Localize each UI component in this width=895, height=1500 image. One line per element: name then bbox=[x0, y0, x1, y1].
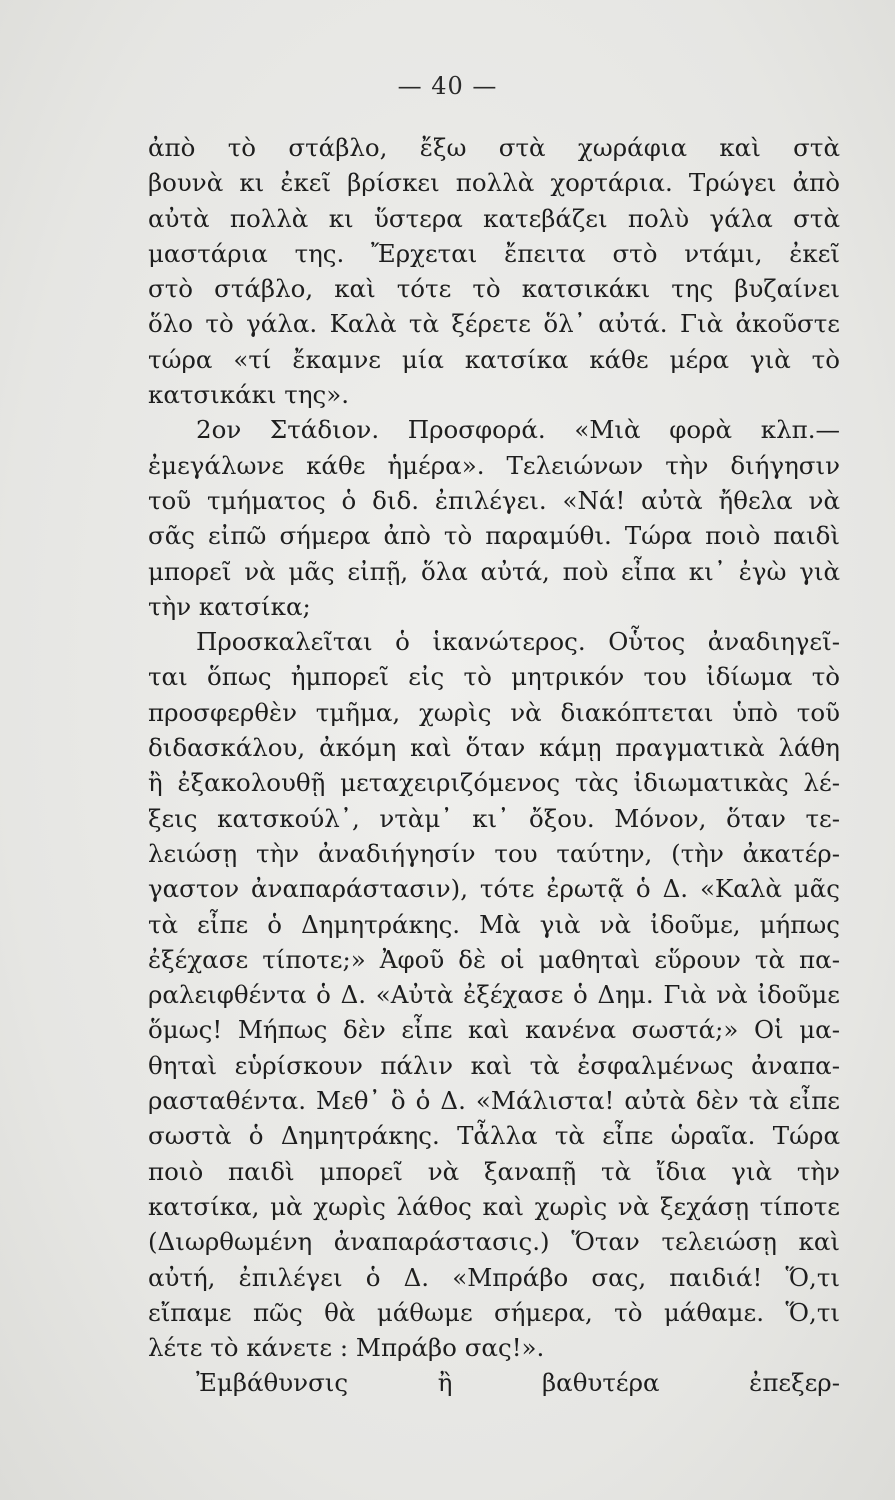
text-line: μπορεῖ νὰ μᾶς εἰπῇ, ὅλα αὐτά, ποὺ εἶπα κι᾿ ἐγὼ γιὰ bbox=[148, 556, 840, 586]
text-line: σωστὰ ὁ Δημητράκης. Τἆλλα τὰ εἶπε ὡραῖα. Τώρα bbox=[148, 1121, 840, 1151]
text-line: ραλειφθέντα ὁ Δ. «Αὐτὰ ἐξέχασε ὁ Δημ. Γιὰ νὰ ἰδοῦμε bbox=[148, 980, 840, 1010]
text-line: ρασταθέντα. Μεθ᾿ ὃ ὁ Δ. «Μάλιστα! αὐτὰ δὲν τὰ εἶπε bbox=[148, 1086, 840, 1116]
text-line: 2ον Στάδιον. Προσφορά. «Μιὰ φορὰ κλπ.— bbox=[196, 415, 840, 445]
text-line: μαστάρια της. Ἔρχεται ἔπειτα στὸ ντάμι, ἐκεῖ bbox=[148, 238, 840, 268]
text-line: ποιὸ παιδὶ μπορεῖ νὰ ξαναπῇ τὰ ἴδια γιὰ τὴν bbox=[148, 1156, 840, 1186]
page-number: — 40 — bbox=[397, 72, 498, 100]
text-line: θηταὶ εὑρίσκουν πάλιν καὶ τὰ ἐσφαλμένως ἀναπα- bbox=[148, 1050, 840, 1080]
text-line: λέτε τὸ κάνετε : Μπράβο σας!». bbox=[148, 1333, 545, 1363]
text-line: αὐτὰ πολλὰ κι ὕστερα κατεβάζει πολὺ γάλα στὰ bbox=[148, 203, 840, 233]
body-text bbox=[148, 130, 840, 1401]
text-line: τοῦ τμήματος ὁ διδ. ἐπιλέγει. «Νά! αὐτὰ ἤθελα νὰ bbox=[148, 485, 840, 515]
text-line: Ἐμβάθυνσις ἢ βαθυτέρα ἐπεξερ- bbox=[196, 1368, 840, 1398]
text-line: ἀπὸ τὸ στάβλο, ἔξω στὰ χωράφια καὶ στὰ bbox=[148, 133, 840, 162]
text-line: τὴν κατσίκα; bbox=[148, 591, 311, 621]
text-line: ται ὅπως ἠμπορεῖ εἰς τὸ μητρικόν του ἰδίωμα τὸ bbox=[148, 662, 840, 692]
text-line: Προσκαλεῖται ὁ ἱκανώτερος. Οὗτος ἀναδιηγεῖ- bbox=[196, 627, 840, 657]
text-line: τώρα «τί ἔκαμνε μία κατσίκα κάθε μέρα γιὰ τὸ bbox=[148, 344, 840, 374]
text-line: διδασκάλου, ἀκόμη καὶ ὅταν κάμῃ πραγματικὰ λάθη bbox=[148, 733, 840, 763]
text-line: αὐτή, ἐπιλέγει ὁ Δ. «Μπράβο σας, παιδιά! Ὅ,τι bbox=[148, 1262, 840, 1292]
text-line: ὅμως! Μήπως δὲν εἶπε καὶ κανένα σωστά;» Οἱ μα- bbox=[148, 1015, 840, 1045]
text-line: στὸ στάβλο, καὶ τότε τὸ κατσικάκι της βυζαίνει bbox=[148, 274, 840, 304]
text-line: ἐμεγάλωνε κάθε ἡμέρα». Τελειώνων τὴν διήγησιν bbox=[148, 450, 840, 480]
text-line: εἴπαμε πῶς θὰ μάθωμε σήμερα, τὸ μάθαμε. Ὅ,τι bbox=[148, 1297, 840, 1327]
text-line: ἐξέχασε τίποτε;» Ἀφοῦ δὲ οἱ μαθηταὶ εὕρουν τὰ πα- bbox=[148, 944, 840, 974]
text-line: λειώσῃ τὴν ἀναδιήγησίν του ταύτην, (τὴν ἀκατέρ- bbox=[148, 838, 840, 868]
text-line: (Διωρθωμένη ἀναπαράστασις.) Ὅταν τελειώσῃ καὶ bbox=[148, 1227, 840, 1257]
text-line: ξεις κατσκούλ᾿, ντὰμ᾿ κι᾿ ὄξου. Μόνον, ὅταν τε- bbox=[148, 803, 840, 833]
text-line: κατσικάκι της». bbox=[148, 380, 350, 410]
text-line: προσφερθὲν τμῆμα, χωρὶς νὰ διακόπτεται ὑπὸ τοῦ bbox=[148, 697, 840, 727]
text-line: σᾶς εἰπῶ σήμερα ἀπὸ τὸ παραμύθι. Τώρα ποιὸ παιδὶ bbox=[148, 521, 840, 551]
text-line: κατσίκα, μὰ χωρὶς λάθος καὶ χωρὶς νὰ ξεχάσῃ τίποτε bbox=[148, 1191, 840, 1221]
text-line: βουνὰ κι ἐκεῖ βρίσκει πολλὰ χορτάρια. Τρώγει ἀπὸ bbox=[148, 168, 840, 198]
text-line: ὅλο τὸ γάλα. Καλὰ τὰ ξέρετε ὅλ᾿ αὐτά. Γιὰ ἀκοῦστε bbox=[148, 309, 840, 339]
text-line: ἢ ἐξακολουθῇ μεταχειριζόμενος τὰς ἰδιωματικὰς λέ- bbox=[148, 768, 840, 798]
text-line: γαστον ἀναπαράστασιν), τότε ἐρωτᾷ ὁ Δ. «Καλὰ μᾶς bbox=[148, 874, 840, 904]
text-line: τὰ εἶπε ὁ Δημητράκης. Μὰ γιὰ νὰ ἰδοῦμε, μήπως bbox=[148, 909, 840, 939]
